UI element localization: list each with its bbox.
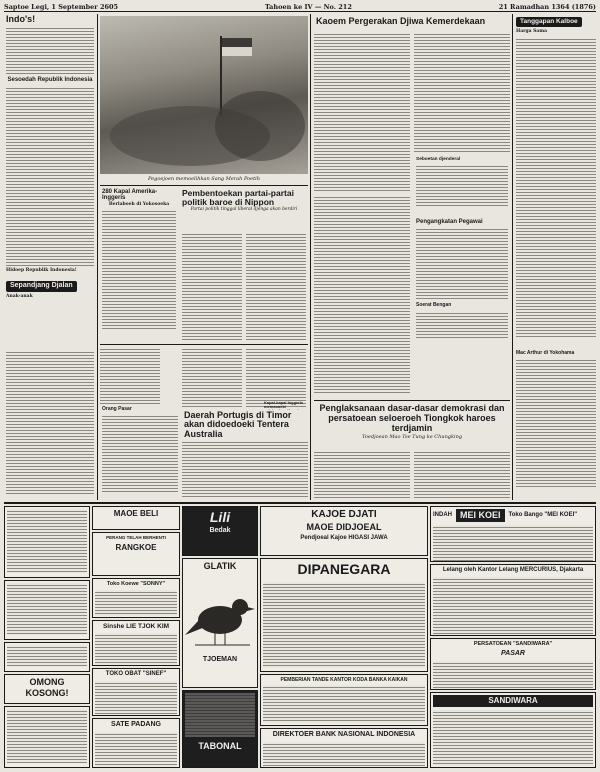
- article-penglaksanaan-sub: Toedjoean Mao Tse Tung ke Chungking: [361, 433, 463, 440]
- ad-indah-title: INDAH: [433, 511, 452, 518]
- article-penglaksanaan-text-2: [414, 450, 510, 498]
- article-omong: [100, 350, 180, 500]
- ad-dipanegara-title: DIPANEGARA: [297, 561, 391, 577]
- masthead-hijri: 21 Ramadhan 1364 (1876): [498, 3, 596, 11]
- article-soerat-text: [416, 311, 508, 338]
- column-tanggapan: [514, 16, 598, 346]
- ad-higasi: Pendjoeal Kajoe HIGASI JAWA: [300, 534, 388, 541]
- article-kapal-title: Kapal-kapal Inggeris memasoeki: [264, 400, 304, 410]
- article-jenderal-title: Seboetan djenderal: [416, 157, 461, 162]
- ad-direktoer: [260, 728, 428, 768]
- tanggapan-text: [516, 37, 596, 337]
- ad-misc-3: [4, 642, 90, 672]
- article-pengangkatan-text: [416, 227, 508, 301]
- ad-tabonal: [182, 690, 258, 768]
- ad-toko-sonny: [92, 578, 180, 618]
- left-text-2: [6, 86, 94, 266]
- ad-sate-title: SATE PADANG: [111, 721, 161, 728]
- article-kaoem-text-3: [314, 195, 410, 395]
- ad-pasar-title: PASAR: [501, 649, 525, 657]
- left-section: Sesoedah Republik Indonesia: [7, 77, 93, 84]
- ad-dipanegara: [260, 558, 428, 672]
- ad-kajoe-title: KAJOE DJATI: [311, 509, 377, 520]
- ad-rangkoe-title: RANGKOE: [115, 542, 157, 552]
- article-jenderal-text: [416, 164, 508, 208]
- ad-kajoe-djati: [260, 506, 428, 556]
- article-parties-text-2: [246, 232, 306, 342]
- ad-sandiwara-title: SANDIWARA: [433, 695, 593, 707]
- ad-misc-2: [4, 580, 90, 640]
- article-timor-title: Daerah Portugis di Timor akan didoedoeki Tentera Australia: [184, 410, 292, 439]
- article-280-title: 280 Kapal Amerika-Inggeris: [102, 189, 158, 202]
- ad-maoe-beli: [92, 506, 180, 530]
- ad-lili-bedak: [182, 506, 258, 556]
- left-text-3: [6, 350, 94, 495]
- ad-pemberian-title: PEMBERIAN TANDE KANTOR KODA BANKA KAIKAN: [280, 677, 408, 683]
- tanggapan-sub: Harga Sama: [516, 29, 548, 35]
- ad-perang: [92, 532, 180, 576]
- photo-caption: Pegoejoen memoelihkan Sang Merah Poetih: [148, 176, 260, 182]
- article-280-text: [102, 209, 176, 329]
- yokohama-title: Mac Arthur di Yokohama: [516, 350, 575, 356]
- ad-tabonal-title: TABONAL: [198, 741, 242, 751]
- ad-persatoean-title: PERSATOEAN "SANDIWARA": [473, 641, 553, 647]
- article-col4-text: [246, 347, 306, 407]
- ad-misc-4: [4, 706, 90, 768]
- article-omong-text: [102, 414, 178, 494]
- masthead-issue: Tahoen ke IV — No. 212: [264, 3, 352, 11]
- ad-perang-title: PERANG TELAH BERHENTI: [106, 535, 166, 540]
- ad-bedak-title: Bedak: [209, 526, 231, 534]
- article-parties-text-1: [182, 232, 242, 342]
- photo-flag: [100, 16, 308, 174]
- article-omong-title: Orang Pasar: [102, 406, 132, 412]
- article-parties-sub: Partai politik tinggal liberal djenga akan berdiri: [190, 206, 298, 212]
- article-pengangkatan: [414, 218, 510, 338]
- ad-persatoean: [430, 638, 596, 690]
- ad-misc-1: [4, 506, 90, 578]
- article-yokohama: [514, 350, 598, 498]
- ad-lelang: [430, 564, 596, 636]
- ad-lili-title: Lili: [209, 509, 231, 525]
- ad-maoe-didjoeal: MAOE DIDJOEAL: [306, 521, 382, 532]
- article-kaoem-text-1: [314, 32, 410, 192]
- article-col3-text: [182, 347, 242, 407]
- article-280-sub: Berlaboeh di Yokosoeka: [108, 201, 170, 207]
- photo-illustration: [100, 16, 308, 174]
- article-kapal: [262, 400, 310, 410]
- yokohama-text: [516, 358, 596, 488]
- article-timor-text: [182, 440, 308, 498]
- left-closing: Hidoep Republik Indonesia!: [6, 267, 77, 273]
- ad-sinshe-title: Sinshe LIE TJOK KIM: [102, 623, 170, 630]
- ad-toko-sonny-title: Toko Koewe "SONNY": [106, 581, 166, 587]
- ad-sandiwara: [430, 692, 596, 768]
- ad-omong-title: OMONG KOSONG!: [25, 677, 69, 699]
- article-kaoem-text-2: [414, 32, 510, 152]
- ad-glatik-title: GLATIK: [203, 561, 237, 571]
- ad-omong: [4, 674, 90, 704]
- article-penglaksanaan-text-1: [314, 450, 410, 498]
- ad-toko-bango: Toko Bango "MEI KOEI": [508, 511, 578, 518]
- article-penglaksanaan-title: Penglaksanaan dasar-dasar demokrasi dan persatoean seloeroeh Tiongkok haroes terdjamin: [319, 403, 505, 433]
- article-parties-title: Pembentoekan partai-partai politik baroe di Nippon: [182, 188, 294, 207]
- ad-sinshe: [92, 620, 180, 666]
- ad-sate-padang: [92, 718, 180, 768]
- ad-mei-koei-logo: MEI KOEI: [456, 509, 505, 522]
- article-kaoem: [314, 16, 510, 30]
- ad-direktoer-title: DIREKTOER BANK NASIONAL INDONESIA: [272, 731, 416, 738]
- article-280-kapal: [100, 188, 178, 338]
- ad-tjoeman-title: TJOEMAN: [202, 656, 238, 664]
- article-jenderal: [414, 156, 510, 216]
- ad-pemberian: [260, 674, 428, 726]
- article-penglaksanaan: [314, 403, 510, 447]
- article-parties: [180, 188, 308, 230]
- masthead: [4, 3, 596, 12]
- ad-lelang-title: Lelang oleh Kantor Lelang MERCURIUS, Djakarta: [442, 567, 584, 573]
- left-box-title: Sepandjang Djalan: [6, 281, 77, 292]
- article-pengangkatan-title: Pengangkatan Pegawai: [416, 219, 483, 225]
- masthead-date: Saptoe Legi, 1 September 2605: [4, 3, 119, 11]
- tanggapan-title: Tanggapan Kalboe: [516, 17, 582, 27]
- article-timor: [182, 410, 308, 440]
- ad-maoe-beli-title: MAOE BELI: [113, 509, 159, 518]
- ad-indah: [430, 506, 596, 562]
- ad-toko-obat-title: TOKO OBAT "SINEF": [105, 671, 167, 677]
- ad-toko-obat: [92, 668, 180, 716]
- left-text-1: [6, 26, 94, 74]
- article-soerat-title: Soerat Bengan: [416, 302, 452, 309]
- left-column: [4, 14, 96, 344]
- bird-illustration: [185, 575, 255, 655]
- ad-glatik: [182, 558, 258, 688]
- left-title: Indo's!: [6, 14, 36, 24]
- left-box-sub: Anak-anak: [6, 294, 33, 300]
- article-kaoem-title: Kaoem Pergerakan Djiwa Kemerdekaan: [316, 16, 486, 26]
